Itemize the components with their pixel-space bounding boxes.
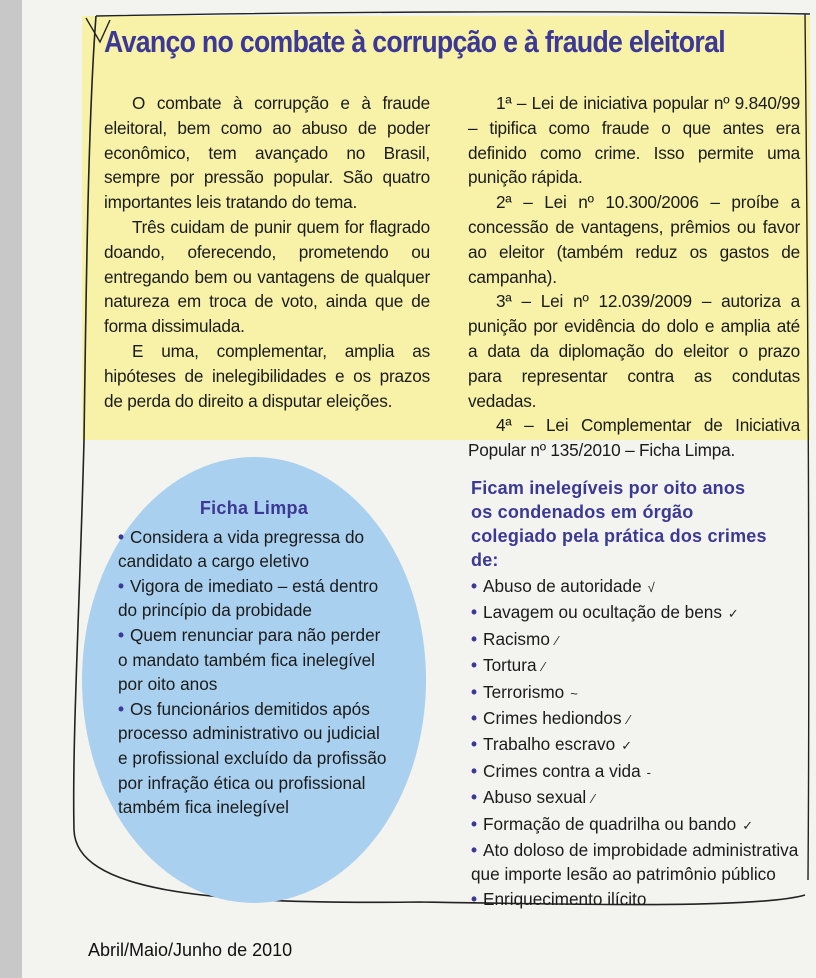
list-item: • Abuso sexual ⁄ [471,785,811,811]
list-item: • Terrorismo ~ [471,680,811,706]
list-item: • Lavagem ou ocultação de bens ✓ [471,600,811,626]
list-item: • Crimes hediondos ⁄ [471,706,811,732]
law-paragraph: 2ª – Lei nº 10.300/2006 – proíbe a concessão de vantagens, prêmios ou favor ao eleitor (também reduz os gastos de campanha). [468,192,800,287]
check-mark-icon: ~ [570,685,578,701]
check-mark-icon: - [646,764,651,780]
law-paragraph: 4ª – Lei Complementar de Iniciativa Popular nº 135/2010 – Ficha Limpa. [468,415,800,461]
list-item: • Vigora de imediato – está dentro do princípio da probidade [118,574,390,623]
check-mark-icon: ⁄ [592,791,595,807]
list-item: • Abuso de autoridade √ [471,574,811,600]
check-mark-icon: ✓ [742,817,754,833]
list-item: • Crimes contra a vida - [471,759,811,785]
ficha-limpa-heading: Ficha Limpa [199,498,309,518]
list-item: • Os funcionários demitidos após processo administrativo ou judicial e profissional excluído da profissão por infração ética ou profissional também fica inelegível [118,697,390,820]
paragraph: O combate à corrupção e à fraude eleitoral, bem como ao abuso de poder econômico, tem avançado no Brasil, sempre por pressão popular. São quatro importantes leis tratando do tema. [104,93,430,213]
paragraph: E uma, complementar, amplia as hipóteses de inelegibilidades e os prazos de perda do direito a disputar eleições. [104,340,430,411]
check-mark-icon: ✓ [727,606,739,622]
check-mark-icon: ⁄ [555,632,559,648]
list-item: • Considera a vida pregressa do candidato a cargo eletivo [118,525,390,574]
law-paragraph: 3ª – Lei nº 12.039/2009 – autoriza a punição por evidência do dolo e amplia até a data da diplomação do eleitor o prazo para representar contra as condutas vedadas. [468,291,800,411]
page-title: Avanço no combate à corrupção e à fraude eleitoral [104,24,725,59]
issue-date-footer: Abril/Maio/Junho de 2010 [88,940,293,960]
list-item: • Quem renunciar para não perder o mandato também fica inelegível por oito anos [118,623,390,697]
check-mark-icon: ⁄ [542,659,545,675]
check-mark-icon: √ [647,580,655,595]
inelegiveis-box [471,476,811,911]
list-item: • Enriquecimento ilícito [471,887,811,911]
inelegiveis-heading: Ficam inelegíveis por oito anos os condenados em órgão colegiado pela prática dos crimes de: [471,478,767,570]
paragraph: Três cuidam de punir quem for flagrado doando, oferecendo, prometendo ou entregando bem ou vantagens de qualquer natureza em troca de voto, ainda que de forma dissimulada. [104,216,430,337]
intro-column [104,91,430,413]
list-item: • Racismo ⁄ [471,627,811,653]
ficha-limpa-box [118,496,390,820]
law-paragraph: 1ª – Lei de iniciativa popular nº 9.840/99 – tipifica como fraude o que antes era definido como crime. Isso permite uma punição rápida. [468,93,800,188]
list-item: • Trabalho escravo ✓ [471,732,811,758]
list-item: • Tortura ⁄ [471,653,811,679]
laws-column [468,91,800,463]
list-item: • Formação de quadrilha ou bando ✓ [471,812,811,838]
check-mark-icon: ⁄ [627,712,630,728]
list-item: • Ato doloso de improbidade administrativa que importe lesão ao patrimônio público [471,838,811,887]
check-mark-icon: ✓ [621,738,633,754]
